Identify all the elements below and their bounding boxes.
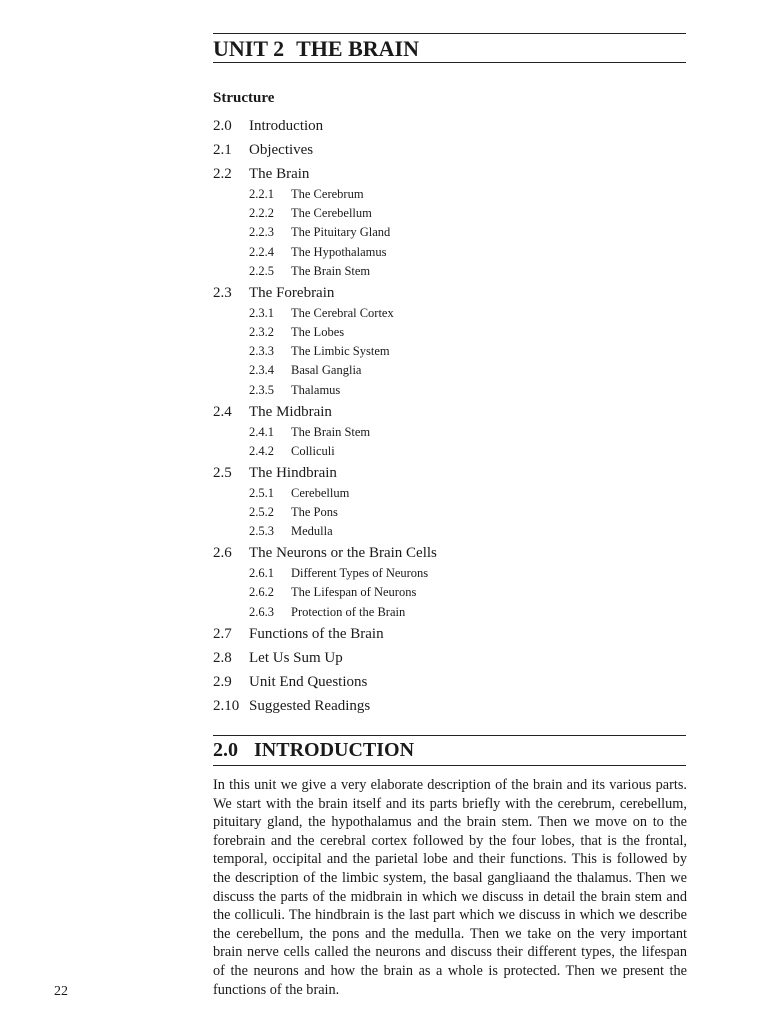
toc-item-number: 2.7 <box>213 625 232 642</box>
toc-item-title: The Cerebrum <box>291 187 364 201</box>
toc-item-number: 2.5.1 <box>249 485 274 500</box>
toc-item-number: 2.4 <box>213 403 232 420</box>
toc-item-title: Introduction <box>249 118 324 134</box>
toc-item-title: The Cerebellum <box>291 206 372 221</box>
toc-item-title: Protection of the Brain <box>291 604 406 619</box>
toc-item-number: 2.6.1 <box>249 566 274 581</box>
toc-item-number: 2.6.2 <box>249 585 274 600</box>
toc-item-number: 2.6.3 <box>249 604 274 619</box>
toc-item-title: Thalamus <box>291 382 341 397</box>
toc-item-title: Functions of the Brain <box>249 625 384 642</box>
toc-item-title: Objectives <box>249 142 314 158</box>
toc-item-title: The Brain <box>249 166 310 182</box>
toc-item-title: Medulla <box>291 524 333 539</box>
toc-item-number: 2.3.2 <box>249 325 274 339</box>
toc-item-title: The Forebrain <box>249 284 335 301</box>
toc-item-number: 2.2.3 <box>249 225 274 240</box>
toc-item-title: The Cerebral Cortex <box>291 305 394 320</box>
toc-item-title: Unit End Questions <box>249 673 368 690</box>
toc-item-title: Colliculi <box>291 443 335 458</box>
toc-item-number: 2.4.2 <box>249 443 274 458</box>
toc-item-title: The Pituitary Gland <box>291 225 391 240</box>
unit-title <box>213 33 686 63</box>
section-number: 2.0 <box>213 739 238 761</box>
toc-item-number: 2.8 <box>213 649 232 666</box>
introduction-paragraph: In this unit we give a very elaborate description of the brain and its various parts. We start with the brain itself and its parts briefly with the cerebrum, cerebellum, pituitary gland, the hypothalamus and the brain stem. Then we move on to the forebrain and the cerebral cortex followed by the four lobes, that is the frontal, temporal, occipital and the parietal lobe and their functions. This is followed by the description of the limbic system, the basal gangliaand the thalamus. Then we discuss the parts of the midbrain in which we discuss in detail the brain stem and the colliculi. The hindbrain is the last part which we discuss in which we describe the cerebellum, the pons and the medulla. Then we take on the very important brain nerve cells called the neurons and discuss their different types, the lifespan of the neurons and how the brain as a whole is protected. Then we present the functions of the brain. <box>213 777 687 998</box>
toc-item-title: The Limbic System <box>291 344 390 359</box>
toc-item-number: 2.10 <box>213 697 240 714</box>
toc-item-number: 2.0 <box>213 118 232 134</box>
toc-item-title: Suggested Readings <box>249 697 371 714</box>
toc-item-number: 2.5 <box>213 464 232 481</box>
toc-item-title: The Brain Stem <box>291 424 371 439</box>
toc-item-title: The Lifespan of Neurons <box>291 585 417 600</box>
toc-item-number: 2.1 <box>213 142 232 158</box>
toc-item-number: 2.5.3 <box>249 524 274 539</box>
structure-heading: Structure <box>213 90 275 106</box>
toc-item-title: Basal Ganglia <box>291 363 362 378</box>
section-heading <box>213 735 686 766</box>
section-title: INTRODUCTION <box>254 739 415 761</box>
toc-item-title: The Hindbrain <box>249 464 337 481</box>
toc-item-title: The Midbrain <box>249 403 332 420</box>
toc-item-number: 2.3.5 <box>249 382 274 397</box>
toc-item-number: 2.2 <box>213 166 232 182</box>
toc-item-title: Cerebellum <box>291 485 350 500</box>
toc-item-title: The Neurons or the Brain Cells <box>249 545 437 562</box>
toc-item-number: 2.2.2 <box>249 206 274 221</box>
unit-number: UNIT 2 <box>213 36 285 61</box>
toc-item-number: 2.6 <box>213 545 232 562</box>
toc-item-number: 2.4.1 <box>249 424 274 439</box>
toc-item-number: 2.3.4 <box>249 363 274 378</box>
toc-item-title: The Hypothalamus <box>291 244 387 259</box>
toc-item-number: 2.9 <box>213 673 232 690</box>
toc-item-title: Different Types of Neurons <box>291 566 429 581</box>
toc-item-number: 2.2.1 <box>249 187 274 201</box>
toc-item-number: 2.3.1 <box>249 305 274 320</box>
unit-name: THE BRAIN <box>296 36 419 61</box>
toc-item-number: 2.2.5 <box>249 263 274 278</box>
page-number: 22 <box>54 984 68 999</box>
toc-item-title: The Lobes <box>291 325 345 339</box>
toc-item-number: 2.3.3 <box>249 344 274 359</box>
toc-item-number: 2.5.2 <box>249 505 274 519</box>
toc-item-number: 2.3 <box>213 284 232 301</box>
toc-item-title: The Pons <box>291 505 338 519</box>
toc-item-title: Let Us Sum Up <box>249 649 343 666</box>
toc-item-title: The Brain Stem <box>291 263 371 278</box>
toc-item-number: 2.2.4 <box>249 244 274 259</box>
